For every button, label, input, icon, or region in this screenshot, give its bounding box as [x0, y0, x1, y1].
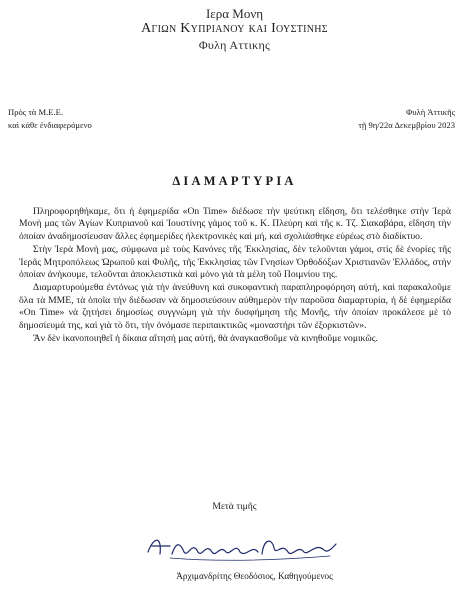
letterhead	[0, 6, 469, 52]
paragraph: Ἂν δὲν ἱκανοποιηθεῖ ἡ δίκαια αἴτησή μας αὐτή, θὰ ἀναγκασθοῦμε νὰ κινηθοῦμε νομικῶς.	[33, 333, 378, 345]
letterhead-line-1: Ιερα Μονη	[205, 6, 264, 21]
closing: Μετὰ τιμῆς	[212, 501, 257, 512]
paragraph: Διαμαρτυρούμεθα ἐντόνως γιὰ τὴν ἀνεύθυνη καὶ συκοφαντικὴ παραπληροφόρηση αὐτή, καὶ παρακαλοῦμε ὅλα τὰ ΜΜΕ, τὰ ὁποῖα τὴν διέδωσαν νὰ δημοσιεύσουν αὐθημερὸν τὴν παροῦσα διαμαρτυρία, ἡ δὲ ἐφημερίδα «On Time» νὰ ζητήσει δημοσίως συγγνώμη γιὰ τὴν δυσφήμηση τῆς Μονῆς, τὴν ὁποίαν προκάλεσε μὲ τὸ δημοσίευμά της, καὶ γιὰ τὸ ὅτι, τὴν ὀνόμασε περιπαικτικῶς «μοναστήρι τῶν ἐξορκιστῶν».	[19, 282, 451, 331]
document-title: ΔΙΑΜΑΡΤΥΡΙΑ	[172, 174, 297, 188]
paragraph: Στὴν Ἱερὰ Μονὴ μας, σύμφωνα μὲ τοὺς Κανόνες τῆς Ἐκκλησίας, δὲν τελοῦνται γάμοι, στὶς δὲ ἐνορίες τῆς Ἱερᾶς Μητροπόλεως Ὠρωποῦ καὶ Φυλῆς, τῆς Ἐκκλησίας τῶν Γνησίων Ὀρθοδόξων Χριστιανῶν Ἑλλάδος, στὴν ὁποίαν ἀνήκουμε, τελοῦνται ἀποκλειστικὰ καὶ μόνο γιὰ τὰ μέλη τοῦ Ποιμνίου της.	[19, 244, 451, 281]
paragraph: Πληροφορηθήκαμε, ὅτι ἡ ἐφημερίδα «On Time» διέδωσε τὴν ψεύτικη εἴδηση, ὅτι τελέσθηκε στὴν Ἱερὰ Μονὴ μας τῶν Ἁγίων Κυπριανοῦ καὶ Ἰουστίνης γάμος τοῦ κ. Κ. Πλεύρη καὶ τῆς κ. Τζ. Σιακαβάρα, εἴδηση τὴν ὁποίαν ἀναδημοσίευσαν ἄλλες ἐφημερίδες ἠλεκτρονικὲς καὶ μή, καὶ σχολιάσθηκε εὐρέως στὸ διαδίκτυο.	[19, 206, 451, 242]
date: τῇ 9η/22α Δεκεμβρίου 2023	[358, 120, 455, 130]
recipient-block	[8, 106, 92, 132]
place-date-block	[358, 106, 455, 132]
letterhead-line-2: Αγιων Κυπριανου και Ιουστινης	[141, 21, 328, 37]
letterhead-line-3: Φυλη Αττικης	[198, 37, 271, 52]
place: Φυλὴ Ἀττικῆς	[406, 107, 455, 117]
document-body	[19, 206, 451, 346]
recipient-line-1: Πρὸς τὰ Μ.Ε.Ε.	[8, 107, 64, 117]
signer-name: Ἀρχιμανδρίτης Θεοδόσιος, Καθηγούμενος	[176, 571, 333, 581]
recipient-line-2: καὶ κάθε ἐνδιαφερόμενο	[8, 120, 92, 130]
handwritten-signature	[140, 532, 340, 566]
